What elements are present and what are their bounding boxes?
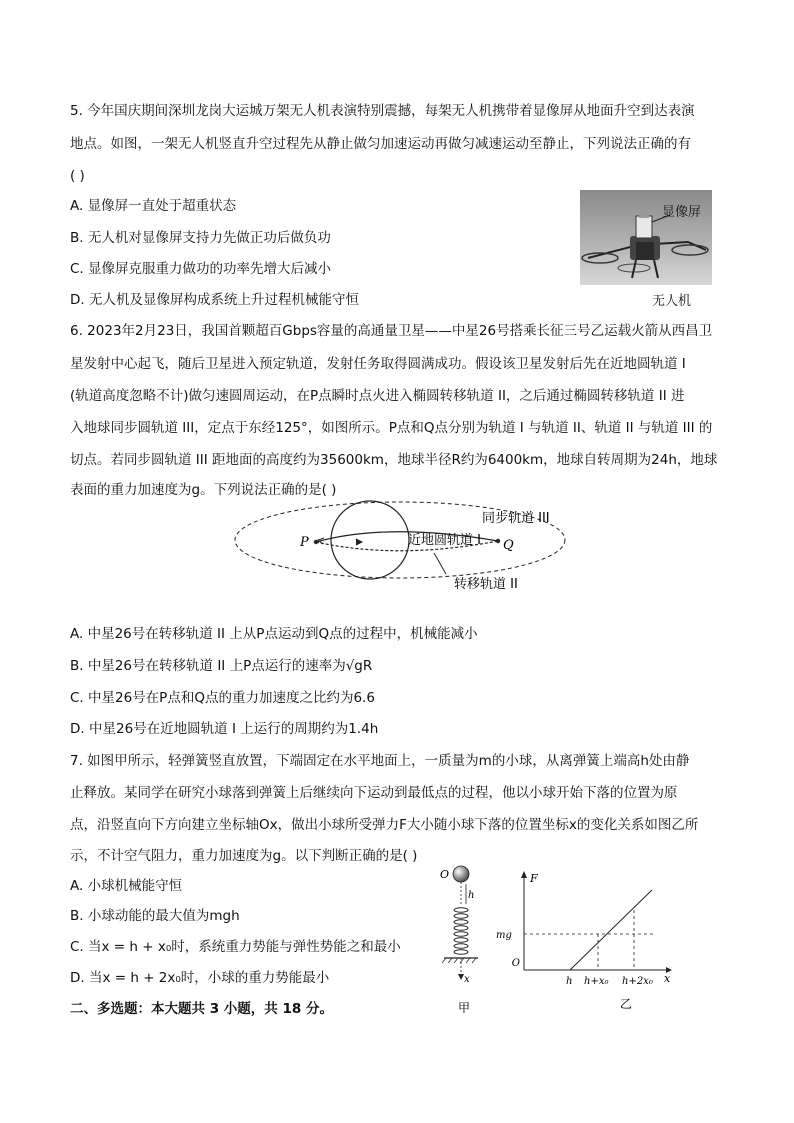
q6-option-c: C. 中星26号在P点和Q点的重力加速度之比约为6.6 xyxy=(70,690,375,706)
q5-option-d: D. 无人机及显像屏构成系统上升过程机械能守恒 xyxy=(70,292,359,308)
q6-orbit-figure xyxy=(228,498,568,594)
q7-option-d: D. 当x = h + 2x₀时，小球的重力势能最小 xyxy=(70,970,330,986)
label-mg: mg xyxy=(496,930,512,941)
label-display-screen: 显像屏 xyxy=(662,205,702,220)
q5-stem-line-1: 5. 今年国庆期间深圳龙岗大运城万架无人机表演特别震撼，每架无人机携带着显像屏从地面升空到达表演 xyxy=(70,103,695,119)
label-sync-orbit: 同步轨道 III xyxy=(482,511,550,526)
q6-stem-line-6: 表面的重力加速度为g。下列说法正确的是( ) xyxy=(70,482,337,498)
label-q: Q xyxy=(503,538,514,553)
section-heading: 二、多选题：本大题共 3 小题，共 18 分。 xyxy=(70,1001,333,1017)
q7-option-a: A. 小球机械能守恒 xyxy=(70,878,183,894)
display-screen xyxy=(636,216,652,238)
q7-stem-line-2: 止释放。某同学在研究小球落到弹簧上后继续向下运动到最低点的过程，他以小球开始下落的位置为原 xyxy=(70,785,678,801)
label-near-orbit: 近地圆轨道 I xyxy=(408,533,481,548)
q6-stem-line-5: 切点。若同步圆轨道 III 距地面的高度约为35600km，地球半径R约为6400km，地球自转周期为24h，地球 xyxy=(70,452,718,468)
q7-stem-line-1: 7. 如图甲所示，轻弹簧竖直放置，下端固定在水平地面上，一质量为m的小球，从离弹簧上端高h处由静 xyxy=(70,753,690,769)
earth-circle xyxy=(331,501,409,579)
q7-option-c: C. 当x = h + x₀时，系统重力势能与弹性势能之和最小 xyxy=(70,939,401,955)
q7-option-b: B. 小球动能的最大值为mgh xyxy=(70,908,240,924)
point-p xyxy=(314,540,318,544)
caption-yi: 乙 xyxy=(620,997,633,1011)
q5-stem-line-3: ( ) xyxy=(70,168,85,184)
q5-option-c: C. 显像屏克服重力做功的功率先增大后减小 xyxy=(70,261,332,277)
q6-stem-line-1: 6. 2023年2月23日，我国首颗超百Gbps容量的高通量卫星——中星26号搭乘长征三号乙运载火箭从西昌卫 xyxy=(70,323,713,339)
spring xyxy=(454,908,468,954)
q5-option-b: B. 无人机对显像屏支持力先做正功后做负功 xyxy=(70,230,331,246)
ball xyxy=(453,866,469,882)
label-o: O xyxy=(440,868,450,881)
tick-h-plus-x0: h+x₀ xyxy=(584,976,609,987)
q6-stem-line-4: 入地球同步圆轨道 III，定点于东经125°，如图所示。P点和Q点分别为轨道 I 与轨道 II、轨道 II 与轨道 III 的 xyxy=(70,420,713,436)
q5-drone-figure xyxy=(578,190,718,312)
q7-stem-line-4: 示，不计空气阻力，重力加速度为g。以下判断正确的是( ) xyxy=(70,848,418,864)
q7-stem-line-3: 点，沿竖直向下方向建立坐标轴Ox，做出小球所受弹力F大小随小球下落的位置坐标x的变化关系如图乙所 xyxy=(70,817,699,833)
q6-stem-line-2: 星发射中心起飞，随后卫星进入预定轨道，发射任务取得圆满成功。假设该卫星发射后先在近地圆轨道 I xyxy=(70,356,686,372)
tick-h-plus-2x0: h+2x₀ xyxy=(622,976,653,987)
caption-jia: 甲 xyxy=(458,1001,471,1015)
q7-spring-figure xyxy=(436,862,496,1018)
q5-stem-line-2: 地点。如图，一架无人机竖直升空过程先从静止做匀加速运动再做匀减速运动至静止，下列说法正确的有 xyxy=(70,136,691,152)
q5-option-a: A. 显像屏一直处于超重状态 xyxy=(70,198,237,214)
q6-option-a: A. 中星26号在转移轨道 II 上从P点运动到Q点的过程中，机械能减小 xyxy=(70,626,478,642)
label-f: F xyxy=(530,872,538,885)
label-x-down: x xyxy=(464,974,470,985)
q6-stem-line-3: (轨道高度忽略不计)做匀速圆周运动，在P点瞬时点火进入椭圆转移轨道 II，之后通过椭圆转移轨道 II 进 xyxy=(70,388,685,404)
label-h: h xyxy=(468,890,475,901)
label-x: x xyxy=(664,972,671,985)
tick-h: h xyxy=(566,976,573,987)
label-p: P xyxy=(300,535,309,550)
point-q xyxy=(496,539,500,543)
q6-option-b: B. 中星26号在转移轨道 II 上P点运行的速率为√gR xyxy=(70,658,373,674)
label-transfer-orbit: 转移轨道 II xyxy=(454,577,518,592)
force-line xyxy=(570,890,652,970)
label-origin: O xyxy=(511,958,520,969)
q7-force-graph xyxy=(494,868,678,1018)
q6-option-d: D. 中星26号在近地圆轨道 I 上运行的周期约为1.4h xyxy=(70,721,379,737)
label-drone: 无人机 xyxy=(652,294,692,309)
